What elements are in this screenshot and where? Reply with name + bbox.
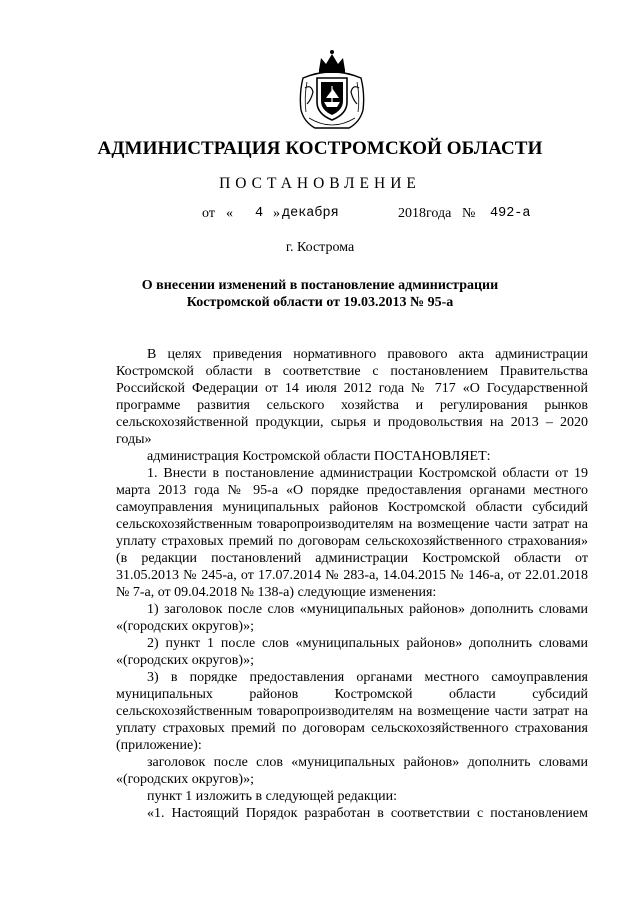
item-1-paragraph: 1. Внести в постановление администрации Костромской области от 19 марта 2013 года № 95-а «О порядке предоставления органами местного самоуправления муниципальных районов Костромской области субсидий сельскохозяйственным товаропроизводителям на возмещение части затрат на уплату страховых премий по договорам сельскохозяйственного страхования» (в редакции постановлений администрации Костромской области от 31.05.2013 № 245-а, от 17.07.2014 № 283-а, 14.04.2015 № 146-а, от 22.01.2018 № 7-а, от 09.04.2018 № 138-а) следующие изменения: <box>116 466 588 600</box>
coat-of-arms-emblem-icon <box>295 48 369 134</box>
date-number-line <box>0 206 640 226</box>
subject-line-1: О внесении изменений в постановление администрации <box>141 278 499 293</box>
new-point-1-paragraph: «1. Настоящий Порядок разработан в соответствии с постановлением <box>147 806 588 821</box>
subject-line-2: Костромской области от 19.03.2013 № 95-а <box>186 295 454 310</box>
title-change-paragraph: заголовок после слов «муниципальных районов» дополнить словами «(городских округов)»; <box>116 755 588 787</box>
resolves-paragraph: администрация Костромской области ПОСТАНОВЛЯЕТ: <box>147 449 491 464</box>
document-number: 492-а <box>490 206 531 221</box>
subitem-3-paragraph: 3) в порядке предоставления органами местного самоуправления муниципальных районов Костромской области субсидий сельскохозяйственным товаропроизводителям на возмещение части затрат на уплату страховых премий по договорам сельскохозяйственного страхования (приложение): <box>116 670 588 753</box>
organization-title: АДМИНИСТРАЦИЯ КОСТРОМСКОЙ ОБЛАСТИ <box>97 138 543 159</box>
document-body <box>116 346 588 822</box>
subitem-2-paragraph: 2) пункт 1 после слов «муниципальных районов» дополнить словами «(городских округов)»; <box>116 636 588 668</box>
quote-open: « <box>226 206 233 221</box>
point-1-intro-paragraph: пункт 1 изложить в следующей редакции: <box>147 789 397 804</box>
document-type: ПОСТАНОВЛЕНИЕ <box>219 175 421 192</box>
date-prefix: от <box>202 206 215 221</box>
city: г. Кострома <box>285 240 355 255</box>
document-subject <box>0 277 640 311</box>
date-month: декабря <box>282 206 339 221</box>
quote-close: » <box>273 206 280 221</box>
number-sign: № <box>462 206 476 221</box>
date-year: 2018года <box>398 206 452 221</box>
subitem-1-paragraph: 1) заголовок после слов «муниципальных районов» дополнить словами «(городских округов)»; <box>116 602 588 634</box>
preamble-paragraph: В целях приведения нормативного правового акта администрации Костромской области в соответствие с постановлением Правительства Российской Федерации от 14 июля 2012 года № 717 «О Государственной программе развития сельского хозяйства и регулирования рынков сельскохозяйственной продукции, сырья и продовольствия на 2013 – 2020 годы» <box>116 347 588 447</box>
date-day: 4 <box>255 206 264 221</box>
